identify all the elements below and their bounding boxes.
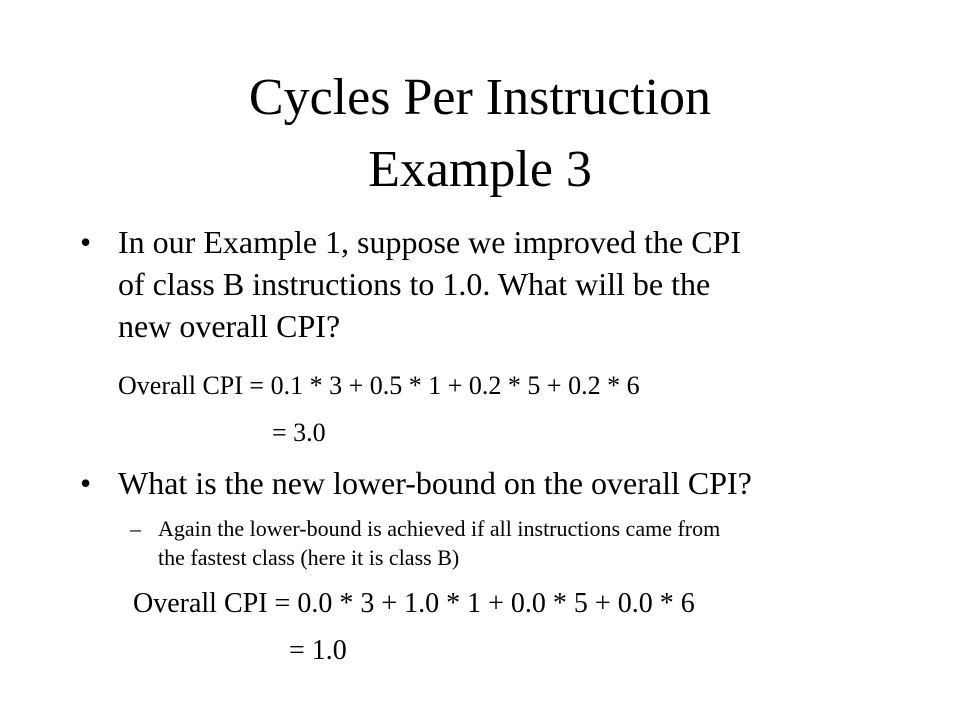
sub-bullet-line-1: Again the lower-bound is achieved if all instructions came from bbox=[158, 516, 721, 541]
sub-bullet-line-2: the fastest class (here it is class B) bbox=[158, 545, 460, 570]
bullet-2-text: What is the new lower-bound on the overall CPI? bbox=[118, 465, 752, 501]
equation-1-result: = 3.0 bbox=[272, 418, 326, 447]
bullet-1-line-2: of class B instructions to 1.0. What will be the bbox=[118, 266, 711, 302]
equation-1-line-1: Overall CPI = 0.1 * 3 + 0.5 * 1 + 0.2 * 5 + 0.2 * 6 bbox=[118, 371, 640, 400]
bullet-1-line-3: new overall CPI? bbox=[118, 308, 341, 344]
bullet-marker-2: • bbox=[80, 465, 92, 501]
sub-bullet-marker: – bbox=[130, 516, 141, 541]
equation-2-line-1: Overall CPI = 0.0 * 3 + 1.0 * 1 + 0.0 * 5 + 0.0 * 6 bbox=[133, 588, 695, 619]
bullet-1-line-1: In our Example 1, suppose we improved the CPI bbox=[118, 224, 741, 260]
bullet-marker-1: • bbox=[80, 224, 92, 260]
slide-title-line-2: Example 3 bbox=[368, 141, 592, 198]
equation-2-result: = 1.0 bbox=[289, 635, 347, 666]
slide-title-line-1: Cycles Per Instruction bbox=[248, 69, 712, 126]
